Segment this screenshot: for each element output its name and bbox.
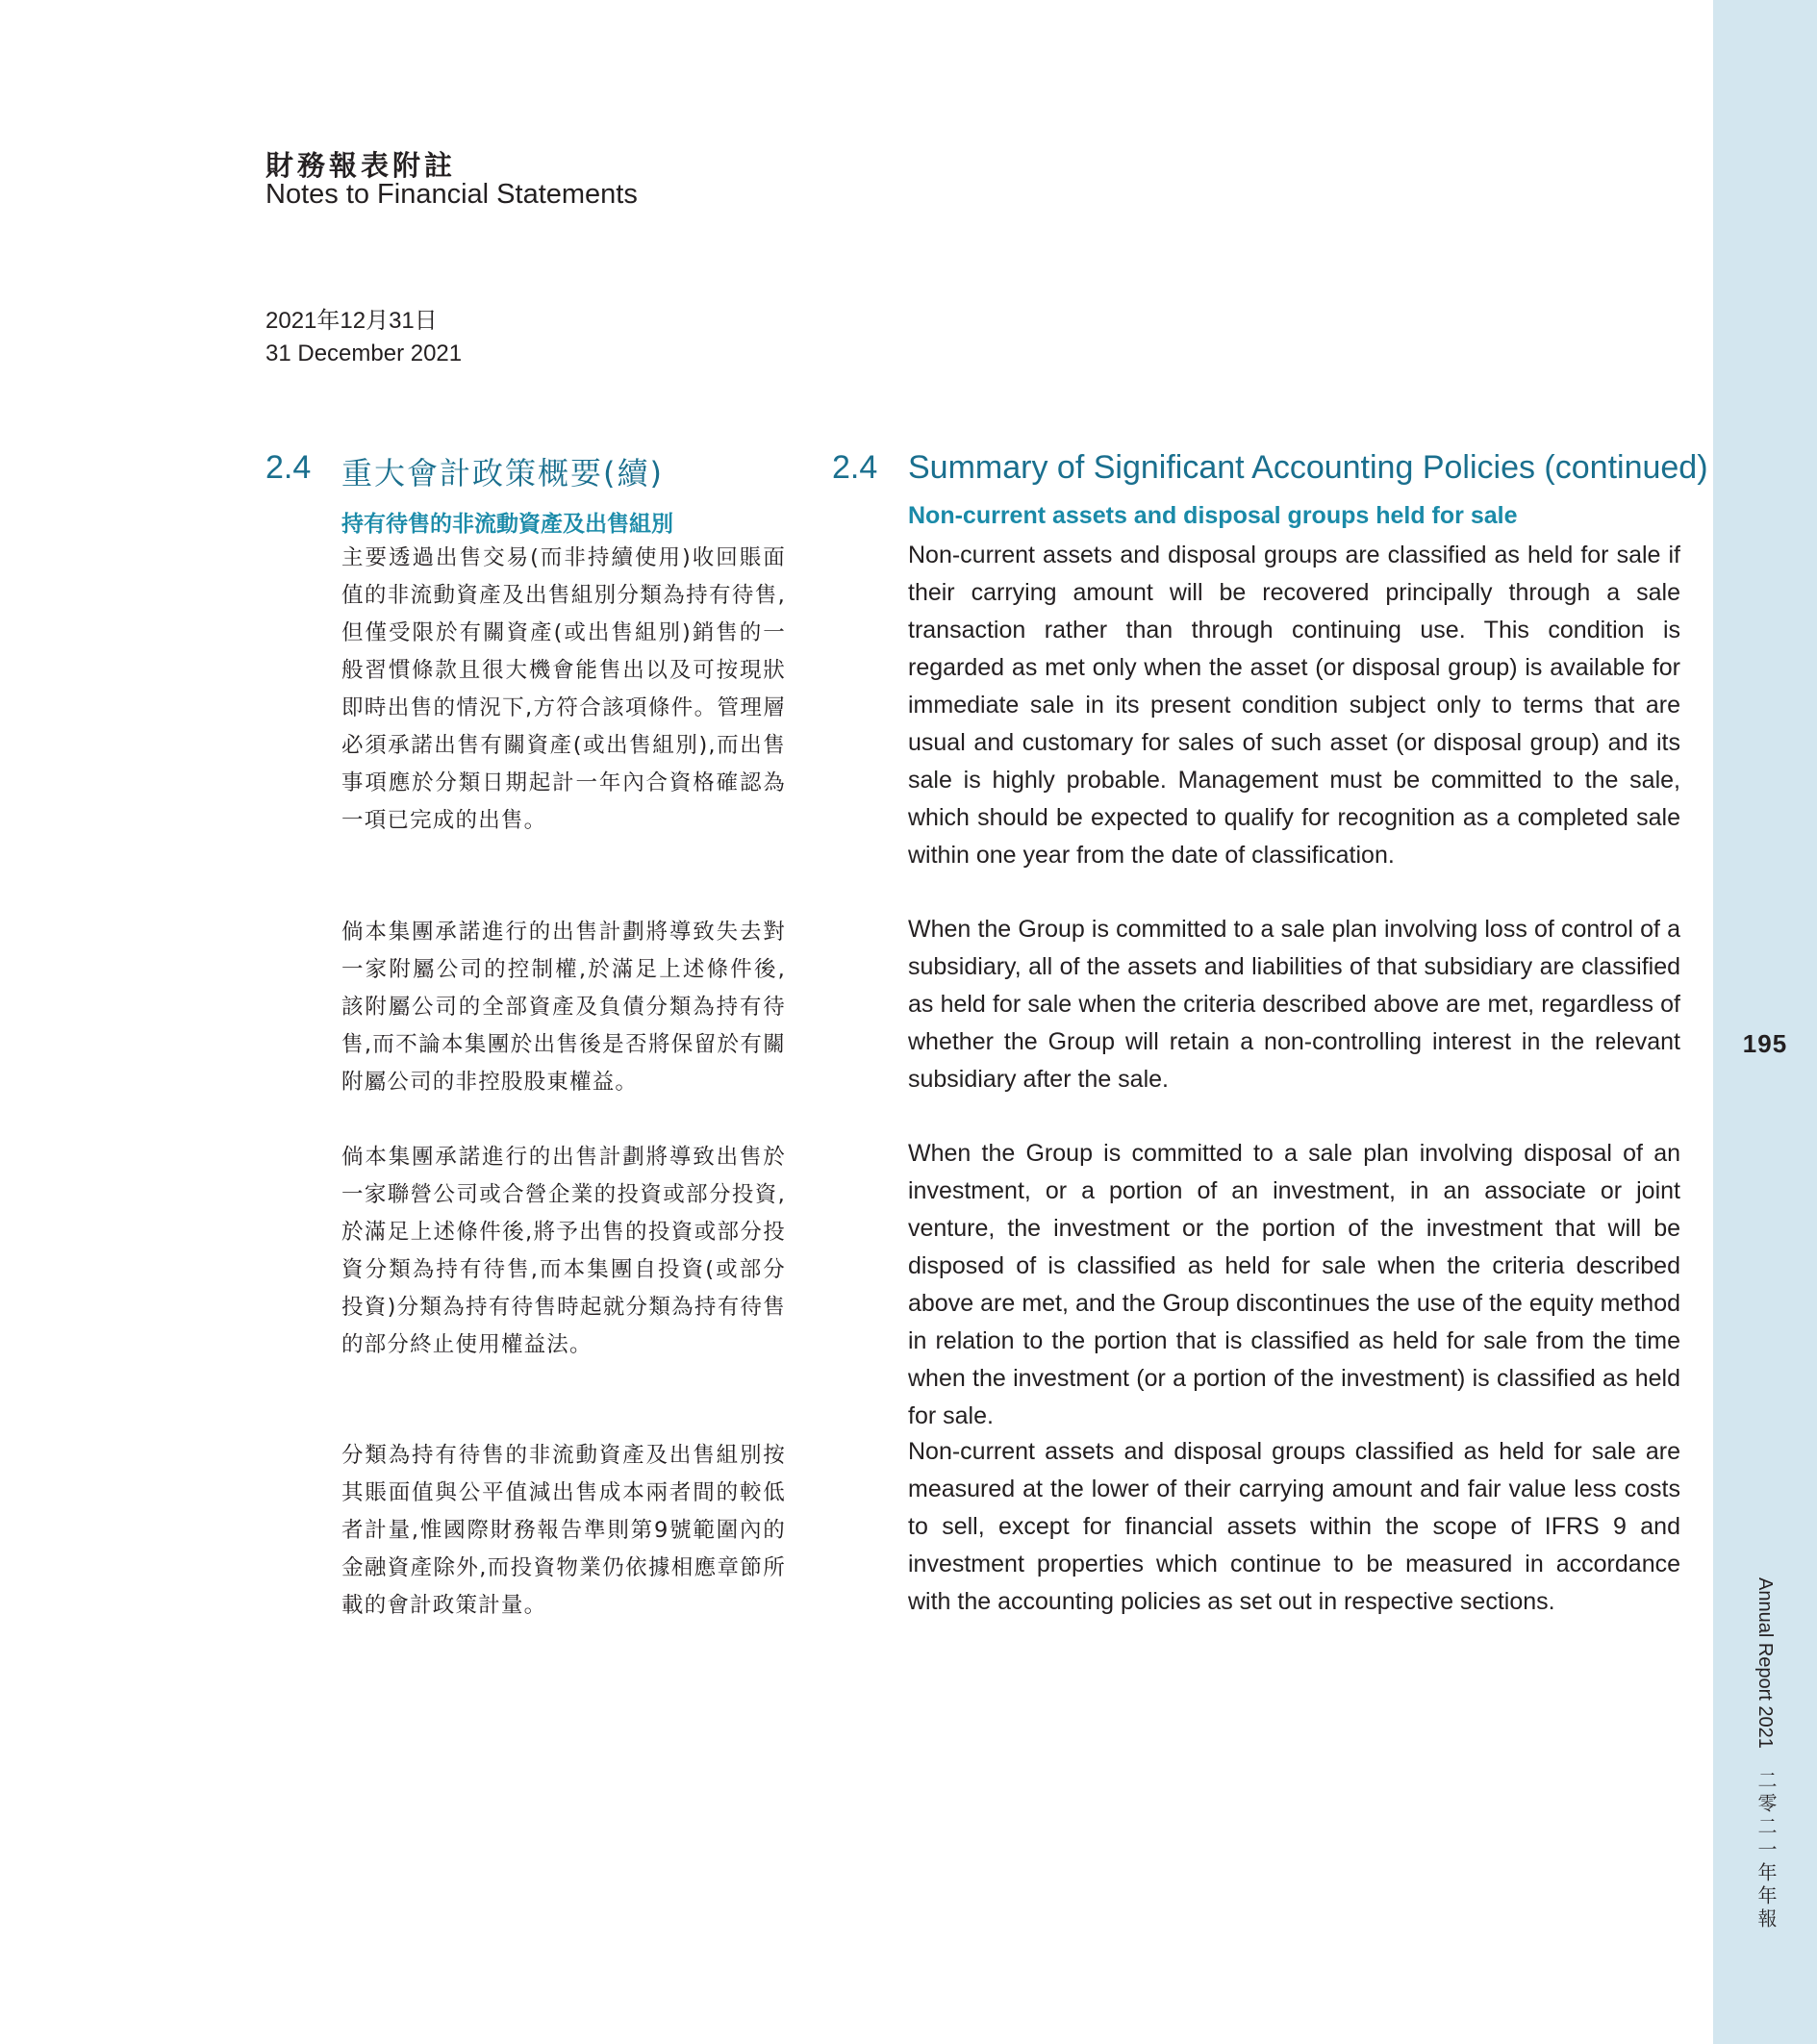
paragraph-en-2: When the Group is committed to a sale plan involving loss of control of a subsidiary, all of the assets and liabilities of that subsidiary are classified as held for sale when the criteria described above are met, regardless of whether the Group will retain a non-controlling interest in the relevant subsidiary after the sale. <box>908 916 1680 1093</box>
paragraph-zh-4: 分類為持有待售的非流動資產及出售組別按其賬面值與公平值減出售成本兩者間的較低者計量,惟國際財務報告準則第9號範圍內的金融資產除外,而投資物業仍依據相應章節所載的會計政策計量。 <box>341 1443 786 1618</box>
section-title-zh: 重大會計政策概要(續) <box>341 455 664 492</box>
date-zh: 2021年12月31日 <box>265 308 438 334</box>
date-en: 31 December 2021 <box>265 341 463 366</box>
paragraph-zh-2: 倘本集團承諾進行的出售計劃將導致失去對一家附屬公司的控制權,於滿足上述條件後,該附屬公司的全部資產及負債分類為持有待售,而不論本集團於出售後是否將保留於有關附屬公司的非控股股東權益。 <box>341 920 786 1095</box>
section-title-en: Summary of Significant Accounting Policies (continued) <box>908 449 1708 486</box>
page-number: 195 <box>1742 1029 1788 1058</box>
report-label <box>1746 1577 1784 1931</box>
paragraph-zh-3: 倘本集團承諾進行的出售計劃將導致出售於一家聯營公司或合營企業的投資或部分投資,於滿足上述條件後,將予出售的投資或部分投資分類為持有待售,而本集團自投資(或部分投資)分類為持有待售時起就分類為持有待售的部分終止使用權益法。 <box>341 1145 786 1357</box>
paragraph-en-4: Non-current assets and disposal groups classified as held for sale are measured at the lower of their carrying amount and fair value less costs to sell, except for financial assets within the scope of IFRS 9 and investment properties which continue to be measured in accordance with the accounting policies as set out in respective sections. <box>908 1438 1680 1615</box>
subtitle-zh: 持有待售的非流動資產及出售組別 <box>341 512 673 537</box>
paragraph-en-1: Non-current assets and disposal groups are classified as held for sale if their carrying amount will be recovered principally through a sale transaction rather than through continuing use. This condition is regarded as met only when the asset (or disposal group) is available for immediate sale in its present condition subject only to terms that are usual and customary for sales of such asset (or disposal group) and its sale is highly probable. Management must be committed to the sale, which should be expected to qualify for recognition as a completed sale within one year from the date of classification. <box>908 542 1680 869</box>
section-number-en: 2.4 <box>832 449 878 486</box>
paragraph-en-3: When the Group is committed to a sale plan involving disposal of an investment, or a portion of an investment, in an associate or joint venture, the investment or the portion of the investment that will be disposed of is classified as held for sale when the criteria described above are met, and the Group discontinues the use of the equity method in relation to the portion that is classified as held for sale from the time when the investment (or a portion of the investment) is classified as held for sale. <box>908 1140 1680 1429</box>
report-label-zh: 二零二一年年報 <box>1754 1769 1776 1931</box>
section-number-zh: 2.4 <box>265 449 312 486</box>
header-title-en: Notes to Financial Statements <box>265 179 638 210</box>
paragraph-zh-1: 主要透過出售交易(而非持續使用)收回賬面值的非流動資產及出售組別分類為持有待售,但僅受限於有關資產(或出售組別)銷售的一般習慣條款且很大機會能售出以及可按現狀即時出售的情況下,方符合該項條件。管理層必須承諾出售有關資產(或出售組別),而出售事項應於分類日期起計一年內合資格確認為一項已完成的出售。 <box>341 545 786 833</box>
subtitle-en: Non-current assets and disposal groups held for sale <box>908 502 1518 529</box>
report-label-en: Annual Report 2021 <box>1754 1577 1776 1749</box>
header-title-zh: 財務報表附註 <box>265 149 457 182</box>
